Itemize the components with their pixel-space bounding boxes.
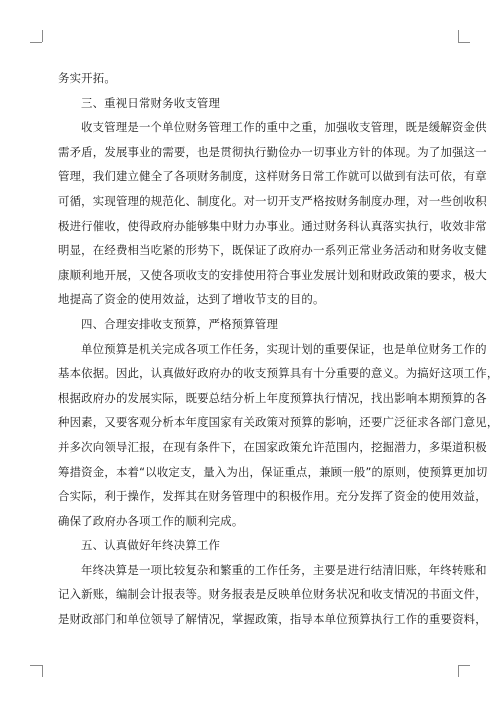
paragraph-line: 合实际，利于操作，发挥其在财务管理中的积极作用。充分发挥了资金的使用效益， [58,489,487,504]
paragraph-line: 并多次向领导汇报，在现有条件下，在国家政策允许范围内，挖掘潜力，多渠道积极 [58,439,487,454]
crop-mark-bottom-left-h [30,665,42,666]
crop-mark-bottom-left-v [42,665,43,677]
paragraph-line: 极进行催收，使得政府办能够集中财力办事业。通过财务科认真落实执行，收效非常 [58,218,487,233]
paragraph-line: 基本依据。因此，认真做好政府办的收支预算具有十分重要的意义。为搞好这项工作， [58,366,499,381]
paragraph-line: 明显，在经费相当吃紧的形势下，既保证了政府办一系列正常业务活动和财务收支健 [58,243,487,258]
section-heading: 四、合理安排收支预算，严格预算管理 [81,316,279,331]
paragraph-line: 筹措资金，本着“以收定支，量入为出，保证重点，兼顾一般”的原则，使预算更加切 [58,464,488,479]
paragraph-first-line: 单位预算是机关完成各项工作任务，实现计划的重要保证，也是单位财务工作的 [81,341,487,356]
section-heading: 五、认真做好年终决算工作 [81,538,221,553]
section-heading: 三、重视日常财务收支管理 [81,95,221,110]
crop-mark-bottom-right-h [458,665,470,666]
paragraph-line: 根据政府办的发展实际，既要总结分析上年度预算执行情况，找出影响本期预算的各 [58,390,487,405]
paragraph-line: 管理，我们建立健全了各项财务制度，这样财务日常工作就可以做到有法可依，有章 [58,169,487,184]
crop-mark-top-left-h [30,42,42,43]
paragraph-line: 种因素，又要客观分析本年度国家有关政策对预算的影响，还要广泛征求各部门意见， [58,415,499,430]
document-body [58,66,499,632]
paragraph-last-line: 地提高了资金的使用效益，达到了增收节支的目的。 [58,292,325,307]
paragraph-line: 记入新账，编制会计报表等。财务报表是反映单位财务状况和收支情况的书面文件， [58,587,487,602]
paragraph-line: 可循，实现管理的规范化、制度化。对一切开支严格按财务制度办理，对一些创收积 [58,193,487,208]
paragraph-last-line: 务实开拓。 [58,71,116,85]
paragraph-line: 需矛盾，发展事业的需要，也是贯彻执行勤俭办一切事业方针的体现。为了加强这一 [58,144,487,159]
paragraph-first-line: 年终决算是一项比较复杂和繁重的工作任务，主要是进行结清旧账，年终转账和 [81,562,487,577]
paragraph-line: 是财政部门和单位领导了解情况，掌握政策，指导本单位预算执行工作的重要资料， [58,612,487,627]
paragraph-first-line: 收支管理是一个单位财务管理工作的重中之重，加强收支管理，既是缓解资金供 [81,120,487,135]
paragraph-last-line: 确保了政府办各项工作的顺利完成。 [58,513,244,528]
crop-mark-top-right-v [458,30,459,42]
crop-mark-bottom-right-v [458,665,459,677]
paragraph-line: 康顺利地开展，又使各项收支的安排使用符合事业发展计划和财政政策的要求，极大 [58,267,487,282]
crop-mark-top-right-h [458,42,470,43]
crop-mark-top-left-v [42,30,43,42]
